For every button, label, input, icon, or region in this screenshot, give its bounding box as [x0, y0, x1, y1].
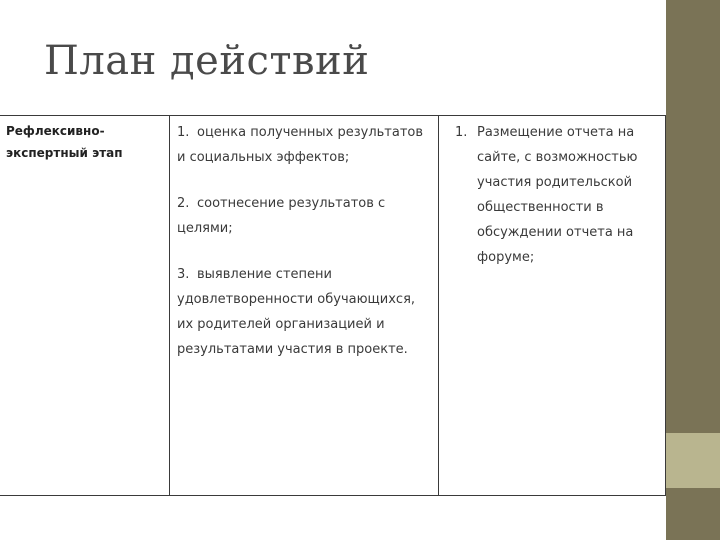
list-item-text: Размещение отчета на сайте, с возможностью участия родительской общественности в обсуждении отчета на форуме; — [477, 125, 638, 265]
list-item-number: 1. — [455, 125, 468, 140]
publication-cell — [439, 116, 666, 496]
list-item — [447, 120, 657, 270]
side-accent-block — [666, 433, 720, 488]
stage-cell — [0, 116, 170, 496]
actions-cell — [170, 116, 439, 496]
slide-title: План действий — [44, 38, 370, 84]
list-item — [177, 120, 430, 170]
list-item-text: выявление степени удовлетворенности обучающихся, их родителей организацией и результатами участия в проекте. — [177, 267, 416, 357]
list-item-number: 3. — [177, 267, 190, 282]
side-accent-bar-bottom — [666, 488, 720, 540]
list-item-text: соотнесение результатов с целями; — [177, 196, 386, 236]
side-accent-bar — [666, 0, 720, 433]
list-item-number: 1. — [177, 125, 190, 140]
action-plan-table — [0, 115, 666, 496]
list-item — [177, 191, 430, 241]
list-item-number: 2. — [177, 196, 190, 211]
table-row — [0, 116, 666, 496]
list-item — [177, 262, 430, 362]
list-item-text: оценка полученных результатов и социальных эффектов; — [177, 125, 424, 165]
stage-label: Рефлексивно-экспертный этап — [6, 124, 123, 160]
